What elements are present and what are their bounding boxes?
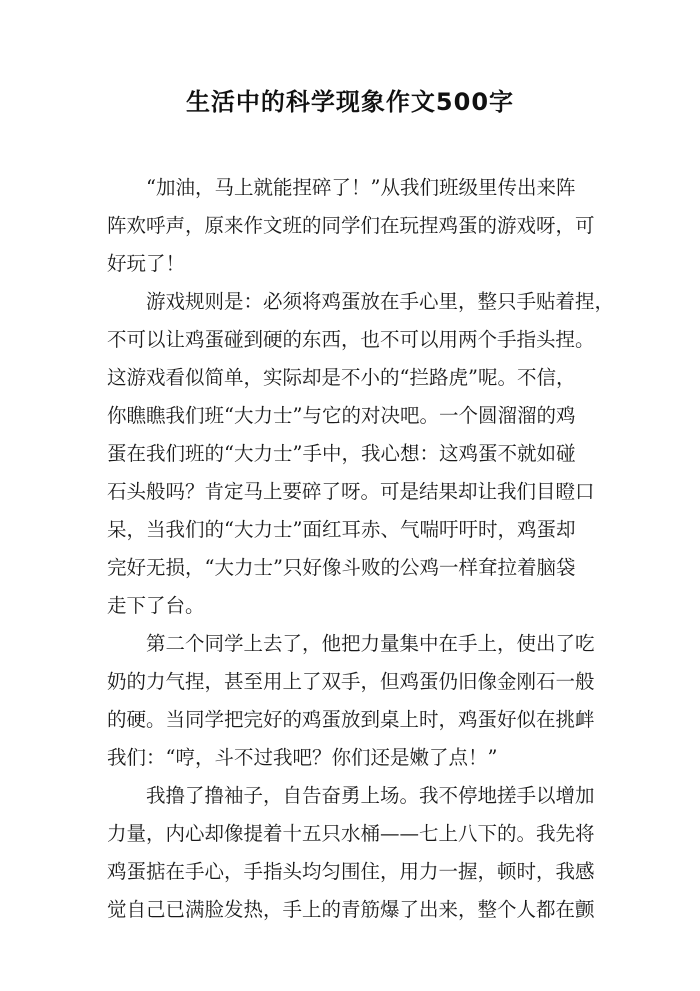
text-line: 鸡蛋掂在手心，手指头均匀围住，用力一握，顿时，我感 <box>107 860 595 883</box>
text-line: 好玩了！ <box>107 252 186 275</box>
text-line: 第二个同学上去了，他把力量集中在手上，使出了吃 <box>146 632 595 655</box>
text-line: 走下了台。 <box>107 594 205 617</box>
text-line: 阵欢呼声，原来作文班的同学们在玩捏鸡蛋的游戏呀，可 <box>107 214 595 237</box>
text-line: 不可以让鸡蛋碰到硬的东西，也不可以用两个手指头捏。 <box>107 328 595 351</box>
text-line: 完好无损，“大力士”只好像斗败的公鸡一样耷拉着脑袋 <box>107 556 576 579</box>
text-line: 蛋在我们班的“大力士”手中，我心想：这鸡蛋不就如碰 <box>107 442 576 465</box>
text-line: 力量，内心却像提着十五只水桶——七上八下的。我先将 <box>107 822 595 845</box>
document-title: 生活中的科学现象作文500字 <box>185 88 515 116</box>
text-line: 我撸了撸袖子，自告奋勇上场。我不停地搓手以增加 <box>146 784 595 807</box>
text-line: 我们：“哼，斗不过我吧？你们还是嫩了点！” <box>107 746 498 769</box>
text-line: 觉自己已满脸发热，手上的青筋爆了出来，整个人都在颤 <box>107 898 595 921</box>
text-line: 呆，当我们的“大力士”面红耳赤、气喘吁吁时，鸡蛋却 <box>107 518 576 541</box>
text-line: 的硬。当同学把完好的鸡蛋放到桌上时，鸡蛋好似在挑衅 <box>107 708 595 731</box>
text-line: 这游戏看似简单，实际却是不小的“拦路虎”呢。不信， <box>107 366 576 389</box>
text-line: 奶的力气捏，甚至用上了双手，但鸡蛋仍旧像金刚石一般 <box>107 670 595 693</box>
text-line: 石头般吗？肯定马上要碎了呀。可是结果却让我们目瞪口 <box>107 480 595 503</box>
text-line: 游戏规则是：必须将鸡蛋放在手心里，整只手贴着捏， <box>146 290 615 313</box>
text-line: “加油，马上就能捏碎了！”从我们班级里传出来阵 <box>146 176 576 199</box>
text-line: 你瞧瞧我们班“大力士”与它的对决吧。一个圆溜溜的鸡 <box>107 404 576 427</box>
